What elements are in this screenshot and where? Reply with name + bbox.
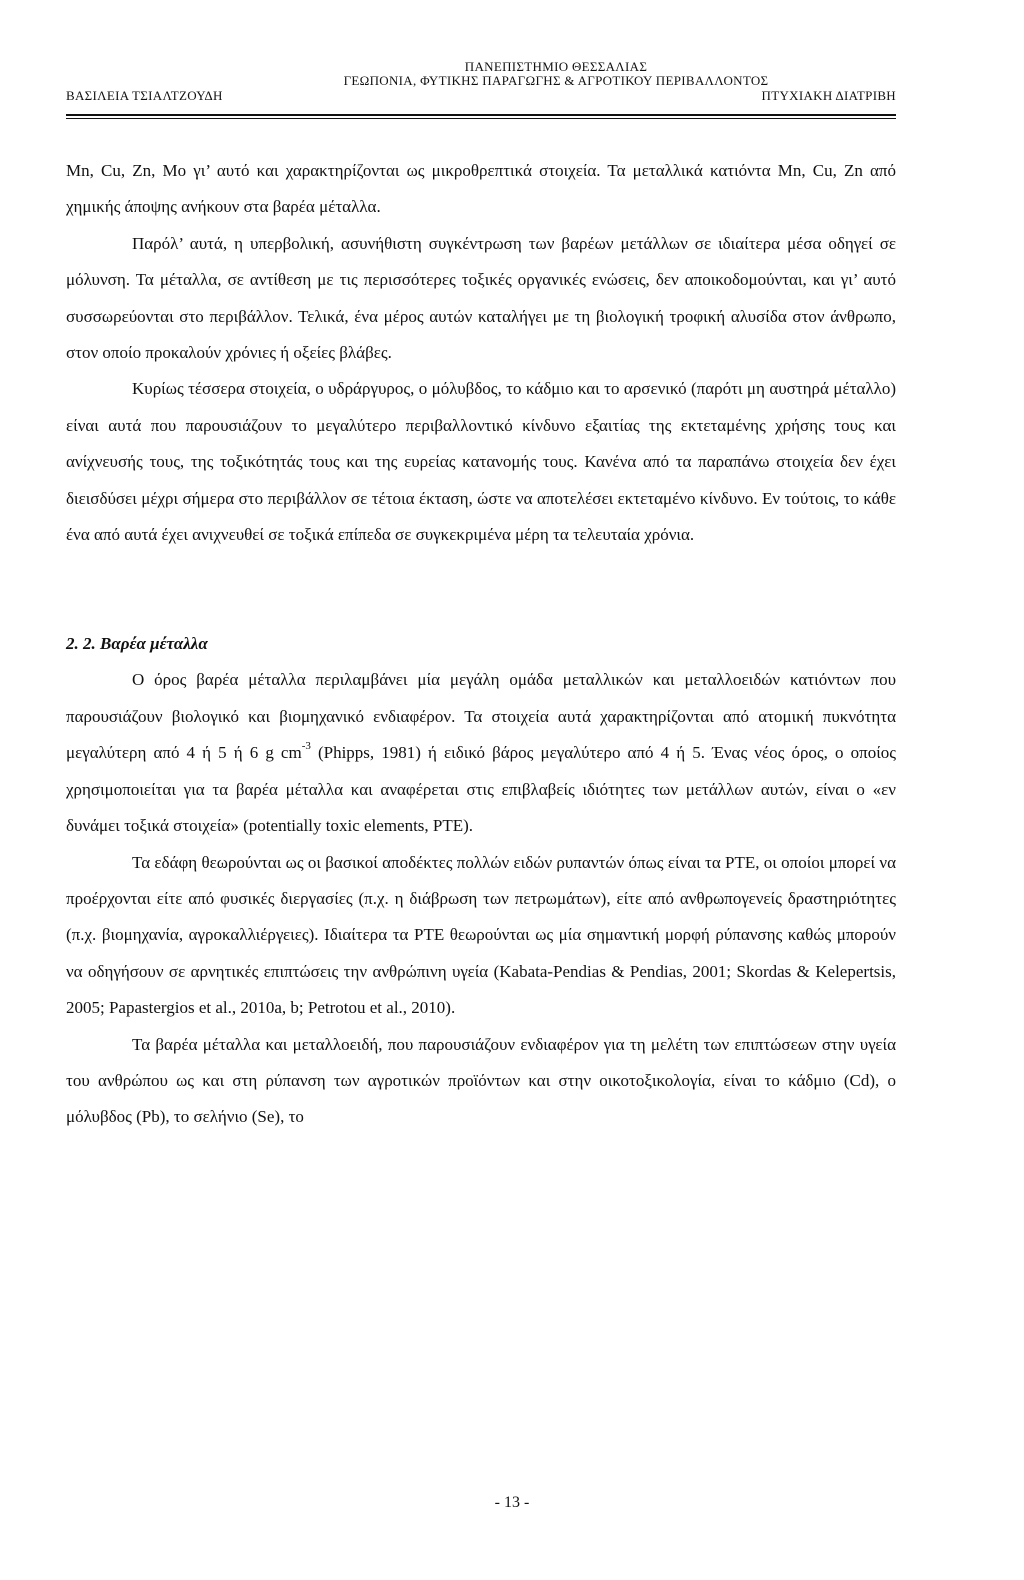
paragraph-health: Τα βαρέα μέταλλα και μεταλλοειδή, που παρουσιάζουν ενδιαφέρον για τη μελέτη των επιπτώσεων στην υγεία του ανθρώπου ως και στη ρύπανση των αγροτικών προϊόντων και στην οικοτοξικολογία, είναι το κάδμιο (Cd), ο μόλυβδος (Pb), το σελήνιο (Se), το	[66, 1034, 896, 1127]
header-author: ΒΑΣΙΛΕΙΑ ΤΣΙΑΛΤΖΟΥΔΗ	[66, 88, 223, 103]
header-row	[66, 88, 896, 104]
paragraph-micronutrients: Mn, Cu, Zn, Mo γι’ αυτό και χαρακτηρίζονται ως μικροθρεπτικά στοιχεία. Τα μεταλλικά κατιόντα Mn, Cu, Zn από χημικής άποψης ανήκουν στα βαρέα μέταλλα.	[66, 161, 896, 217]
section-number: 2. 2.	[66, 634, 96, 654]
definition-text-start: Ο όρος βαρέα μέταλλα περιλαμβάνει μία μεγάλη ομάδα μεταλλικών και μεταλλοειδών κατιόντων που παρουσιάζουν βιολογικό και βιομηχανικό ενδιαφέρον. Τα στοιχεία αυτά χαρακτηρίζονται από ατομική πυκνότητα μεγαλύτερη από 4 ή 5 ή 6 g cm	[66, 670, 896, 763]
header-rule	[66, 114, 896, 116]
page-body	[66, 153, 896, 1136]
header-rule-thin	[66, 118, 896, 119]
paragraph-definition	[66, 662, 896, 844]
page-header	[66, 60, 896, 120]
header-university: ΠΑΝΕΠΙΣΤΗΜΙΟ ΘΕΣΣΑΛΙΑΣ	[464, 59, 648, 74]
section-title: Βαρέα μέταλλα	[100, 634, 208, 654]
paragraph-pollution: Παρόλ’ αυτά, η υπερβολική, ασυνήθιστη συγκέντρωση των βαρέων μετάλλων σε ιδιαίτερα μέσα οδηγεί σε μόλυνση. Τα μέταλλα, σε αντίθεση με τις περισσότερες τοξικές οργανικές ενώσεις, δεν αποικοδομούνται, και γι’ αυτό συσσωρεύονται στο περιβάλλον. Τελικά, ένα μέρος αυτών καταλήγει με τη βιολογική τροφική αλυσίδα στον άνθρωπο, στον οποίο προκαλούν χρόνιες ή οξείες βλάβες.	[66, 233, 896, 363]
definition-text-end: (Phipps, 1981) ή ειδικό βάρος μεγαλύτερο από 4 ή 5. Ένας νέος όρος, ο οποίος χρησιμοποιείται για τα βαρέα μέταλλα και αναφέρεται στις επιβλαβείς ιδιότητες των μετάλλων αυτών, είναι ο «εν δυνάμει τοξικά στοιχεία» (potentially toxic elements, PTE).	[66, 743, 896, 836]
header-department: ΓΕΩΠΟΝΙΑ, ΦΥΤΙΚΗΣ ΠΑΡΑΓΩΓΗΣ & ΑΓΡΟΤΙΚΟΥ ΠΕΡΙΒΑΛΛΟΝΤΟΣ	[343, 73, 769, 88]
section-heading	[66, 626, 896, 662]
header-document-type: ΠΤΥΧΙΑΚΗ ΔΙΑΤΡΙΒΗ	[761, 88, 896, 103]
paragraph-four-elements: Κυρίως τέσσερα στοιχεία, ο υδράργυρος, ο μόλυβδος, το κάδμιο και το αρσενικό (παρότι μη αυστηρά μέταλλο) είναι αυτά που παρουσιάζουν το μεγαλύτερο περιβαλλοντικό κίνδυνο εξαιτίας της εκτεταμένης χρήσης τους και ανίχνευσής τους, της τοξικότητάς τους και της ευρείας κατανομής τους. Κανένα από τα παραπάνω στοιχεία δεν έχει διεισδύσει μέχρι σήμερα στο περιβάλλον σε τέτοια έκταση, ώστε να αποτελέσει εκτεταμένο κίνδυνο. Εν τούτοις, το κάθε ένα από αυτά έχει ανιχνευθεί σε τοξικά επίπεδα σε συγκεκριμένα μέρη τα τελευταία χρόνια.	[66, 379, 896, 545]
superscript-exponent: -3	[301, 740, 311, 753]
page-number: - 13 -	[494, 1494, 530, 1511]
paragraph-soils: Τα εδάφη θεωρούνται ως οι βασικοί αποδέκτες πολλών ειδών ρυπαντών όπως είναι τα PTE, οι οποίοι μπορεί να προέρχονται είτε από φυσικές διεργασίες (π.χ. η διάβρωση των πετρωμάτων), είτε από ανθρωπογενείς δραστηριότητες (π.χ. βιομηχανία, αγροκαλλιέργειες). Ιδιαίτερα τα PTE θεωρούνται ως μία σημαντική μορφή ρύπανσης καθώς μπορούν να οδηγήσουν σε αρνητικές επιπτώσεις την ανθρώπινη υγεία (Kabata-Pendias & Pendias, 2001; Skordas & Kelepertsis, 2005; Papastergios et al., 2010a, b; Petrotou et al., 2010).	[66, 852, 896, 1018]
